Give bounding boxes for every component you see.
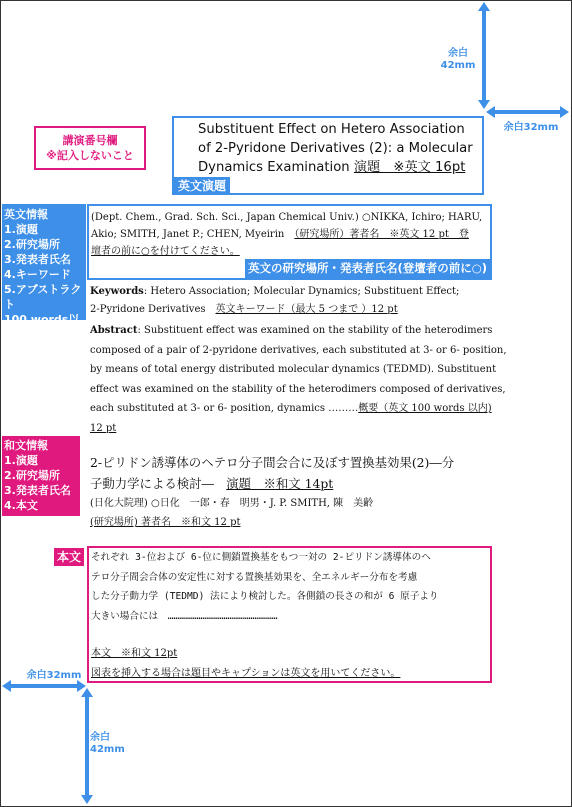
japanese-affiliation-note: (研究場所) 著者名 ※和文 12 pt [90, 517, 241, 528]
abstract-note: 概要（英文 100 words 以内) [358, 403, 492, 414]
japanese-title-block [90, 452, 494, 494]
english-info-item: 1.演題 [4, 223, 38, 236]
japanese-info-item: 4.本文 [4, 499, 38, 512]
english-info-item: 2.研究場所 [4, 238, 60, 251]
arrow-right-icon [560, 106, 569, 118]
japanese-info-item: 2.研究場所 [4, 469, 60, 482]
affiliation-line1: (Dept. Chem., Grad. Sch. Sci., Japan Chemical Univ.) ○NIKKA, Ichiro; HARU, [91, 212, 483, 223]
keywords-note: 英文キーワード（最大 5 つまで ）12 pt [215, 304, 398, 315]
japanese-title-line1: 2-ピリドン誘導体のヘテロ分子間会合に及ぼす置換基効果(2)―分 [90, 455, 455, 470]
body-line: 大きい場合には ………………………………………………… [91, 610, 278, 622]
body-text-box [87, 546, 492, 683]
body-line: テロ分子間会合体の安定性に対する置換基効果を、全エネルギー分布を考慮 [91, 571, 418, 583]
english-title-line3: Dynamics Examination [198, 160, 350, 175]
english-info-label [2, 204, 86, 341]
body-text-label: 本文 [54, 548, 84, 566]
english-title-box [172, 116, 484, 195]
japanese-info-item: 1.演題 [4, 454, 38, 467]
english-info-item: 5.アブストラクト [4, 283, 82, 311]
lecture-number-title: 講演番号欄 [62, 134, 118, 147]
body-note: 本文 ※和文 12pt [91, 648, 178, 659]
abstract-block [90, 321, 507, 438]
affiliation-label: 英文の研究場所・発表者氏名(登壇者の前に○) [245, 259, 490, 278]
right-margin-label: 余白32mm [503, 122, 559, 133]
lecture-number-box [34, 126, 146, 170]
abstract-note-size: 12 pt [90, 422, 117, 434]
left-margin-label: 余白32mm [26, 670, 82, 681]
abstract-line: effect was examined on the stability of the heterodimers composed of derivatives, [90, 383, 506, 395]
english-title-line2: of 2-Pyridone Derivatives (2): a Molecular [198, 141, 473, 156]
english-info-item: 3.発表者氏名 [4, 253, 71, 266]
body-line: した分子動力学 (TEDMD) 法により検討した。各側鎖の長さの和が 6 原子より [91, 591, 439, 602]
japanese-info-label [2, 436, 80, 516]
abstract-line: : Substituent effect was examined on the stability of the heterodimers [137, 325, 493, 336]
abstract-label: Abstract [90, 325, 138, 336]
japanese-title-line2: 子動力学による検討― [90, 476, 214, 491]
bottom-margin-label: 余白 42mm [90, 732, 125, 755]
japanese-affiliation-block [90, 494, 494, 532]
english-affiliation-box [87, 204, 492, 280]
affiliation-note-cont: 壇者の前に○を付けてください。 [91, 246, 240, 257]
keywords-label: Keywords [90, 286, 144, 297]
abstract-line: composed of a pair of 2-pyridone derivatives, each substituted at 3- or 6- position, [90, 344, 507, 356]
abstract-line: by means of total energy distributed molecular dynamics (TEDMD). Substituent [90, 364, 497, 375]
lecture-number-note: ※記入しないこと [46, 149, 134, 162]
body-note-figures: 図表を挿入する場合は題目やキャプションは英文を用いてください。 [91, 668, 401, 679]
affiliation-note: （研究場所）著者名 ※英文 12 pt 登 [294, 229, 469, 240]
abstract-line: each substituted at 3- or 6- position, dynamics ……… [90, 403, 359, 414]
affiliation-authors: Akio; SMITH, Janet P.; CHEN, Myeirin [91, 229, 285, 240]
keywords-block [90, 283, 492, 319]
japanese-affiliation-line1: (日化大院理) ○日化 一郎・春 明男・J. P. SMITH, 陳 美齢 [90, 498, 374, 509]
japanese-info-title: 和文情報 [4, 439, 48, 452]
english-title-note: 演題 ※英文 16pt [353, 160, 466, 175]
english-info-item: 4.キーワード [4, 268, 71, 281]
japanese-title-note: 演題 ※和文 14pt [226, 476, 334, 491]
japanese-info-item: 3.発表者氏名 [4, 484, 71, 497]
top-margin-label: 余白 42mm [440, 48, 476, 71]
keywords-list: : Hetero Association; Molecular Dynamics; Substituent Effect; [143, 286, 460, 297]
arrow-down-icon [81, 795, 93, 804]
body-line: それぞれ 3-位および 6-位に側鎖置換基をもつ一対の 2-ピリドン誘導体のヘ [91, 552, 431, 563]
keywords-list-cont: 2-Pyridone Derivatives [90, 304, 206, 315]
english-title-label: 英文演題 [174, 177, 230, 195]
english-info-item: 100 words以内 [4, 313, 80, 341]
english-title-line1: Substituent Effect on Hetero Association [198, 122, 465, 137]
english-info-title: 英文情報 [4, 208, 48, 221]
